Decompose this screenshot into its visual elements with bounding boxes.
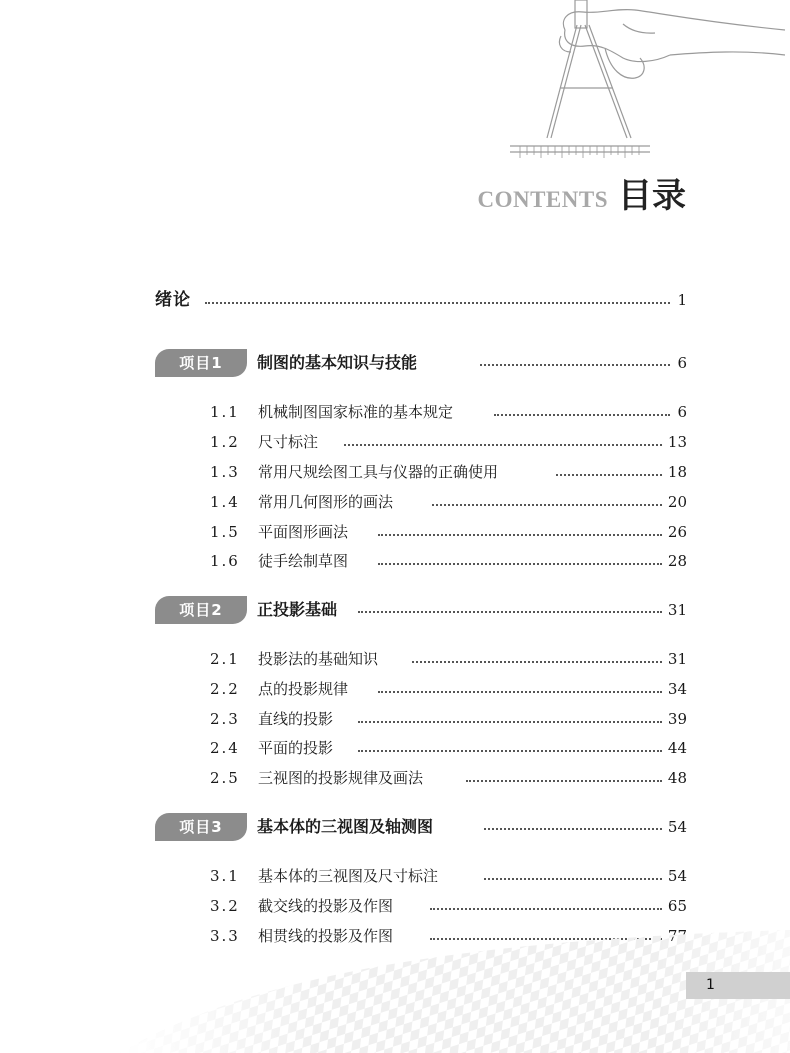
project-page: 6 (677, 354, 687, 372)
dot-leader (432, 504, 662, 506)
section-page: 48 (667, 769, 687, 787)
section-number: 1.4 (210, 493, 240, 511)
section-number: 2.1 (210, 650, 240, 668)
section-page: 31 (667, 650, 687, 668)
project-badge: 项目1 (155, 349, 247, 377)
project-title: 基本体的三视图及轴测图 (257, 817, 434, 836)
section-number: 2.3 (210, 710, 240, 728)
section-title: 机械制图国家标准的基本规定 (258, 403, 454, 421)
toc-section[interactable] (0, 399, 790, 425)
contents-heading-chinese: 目录 (618, 176, 686, 216)
dot-leader (466, 780, 662, 782)
section-page: 18 (667, 463, 687, 481)
dot-leader (556, 474, 662, 476)
dot-leader (358, 721, 662, 723)
toc-section[interactable] (0, 765, 790, 791)
section-page: 28 (667, 552, 687, 570)
dot-leader (358, 750, 662, 752)
project-badge: 项目3 (155, 813, 247, 841)
section-title: 三视图的投影规律及画法 (258, 769, 424, 787)
section-title: 相贯线的投影及作图 (258, 927, 394, 945)
section-number: 1.5 (210, 523, 240, 541)
contents-heading (477, 168, 686, 217)
section-title: 常用尺规绘图工具与仪器的正确使用 (258, 463, 499, 481)
section-number: 1.1 (210, 403, 240, 421)
section-page: 44 (667, 739, 687, 757)
section-page: 20 (667, 493, 687, 511)
section-page: 6 (677, 403, 687, 421)
section-number: 3.2 (210, 897, 240, 915)
toc-section[interactable] (0, 489, 790, 515)
section-page: 54 (667, 867, 687, 885)
toc-section[interactable] (0, 429, 790, 455)
dot-leader (344, 444, 662, 446)
section-page: 39 (667, 710, 687, 728)
section-title: 点的投影规律 (258, 680, 349, 698)
toc-entry-title: 绪论 (155, 290, 191, 310)
section-number: 3.3 (210, 927, 240, 945)
section-title: 截交线的投影及作图 (258, 897, 394, 915)
project-title: 正投影基础 (257, 600, 338, 619)
dot-leader (378, 534, 662, 536)
project-page: 54 (667, 818, 687, 836)
dot-leader (378, 563, 662, 565)
project-page: 31 (667, 601, 687, 619)
dot-leader (480, 364, 670, 366)
dot-leader (412, 661, 662, 663)
section-page: 65 (667, 897, 687, 915)
toc-section[interactable] (0, 863, 790, 889)
toc-section[interactable] (0, 706, 790, 732)
dot-leader (484, 878, 662, 880)
dot-leader (494, 414, 670, 416)
section-number: 1.2 (210, 433, 240, 451)
section-page: 13 (667, 433, 687, 451)
toc-section[interactable] (0, 676, 790, 702)
dot-leader (358, 611, 662, 613)
hand-compass-illustration (505, 0, 790, 170)
project-badge: 项目2 (155, 596, 247, 624)
contents-heading-english: CONTENTS (477, 187, 608, 212)
section-title: 平面图形画法 (258, 523, 349, 541)
section-page: 26 (667, 523, 687, 541)
toc-section[interactable] (0, 646, 790, 672)
section-title: 基本体的三视图及尺寸标注 (258, 867, 439, 885)
section-number: 2.2 (210, 680, 240, 698)
toc-project-2[interactable] (0, 596, 790, 622)
dot-leader (378, 691, 662, 693)
project-title: 制图的基本知识与技能 (257, 353, 418, 372)
dot-leader (205, 302, 670, 304)
section-number: 1.3 (210, 463, 240, 481)
section-number: 2.5 (210, 769, 240, 787)
section-title: 徒手绘制草图 (258, 552, 349, 570)
dot-leader (484, 828, 662, 830)
toc-project-1[interactable] (0, 349, 790, 375)
section-title: 常用几何图形的画法 (258, 493, 394, 511)
toc-section[interactable] (0, 519, 790, 545)
section-number: 1.6 (210, 552, 240, 570)
section-number: 2.4 (210, 739, 240, 757)
toc-entry-intro[interactable] (0, 287, 790, 313)
section-title: 平面的投影 (258, 739, 334, 757)
toc-section[interactable] (0, 548, 790, 574)
decorative-checker-swoosh (0, 900, 790, 1053)
section-title: 尺寸标注 (258, 433, 319, 451)
toc-project-3[interactable] (0, 813, 790, 839)
section-page: 34 (667, 680, 687, 698)
toc-section[interactable] (0, 735, 790, 761)
section-number: 3.1 (210, 867, 240, 885)
toc-entry-page: 1 (677, 291, 687, 309)
page-number: 1 (686, 972, 790, 999)
section-title: 投影法的基础知识 (258, 650, 379, 668)
section-title: 直线的投影 (258, 710, 334, 728)
toc-section[interactable] (0, 459, 790, 485)
